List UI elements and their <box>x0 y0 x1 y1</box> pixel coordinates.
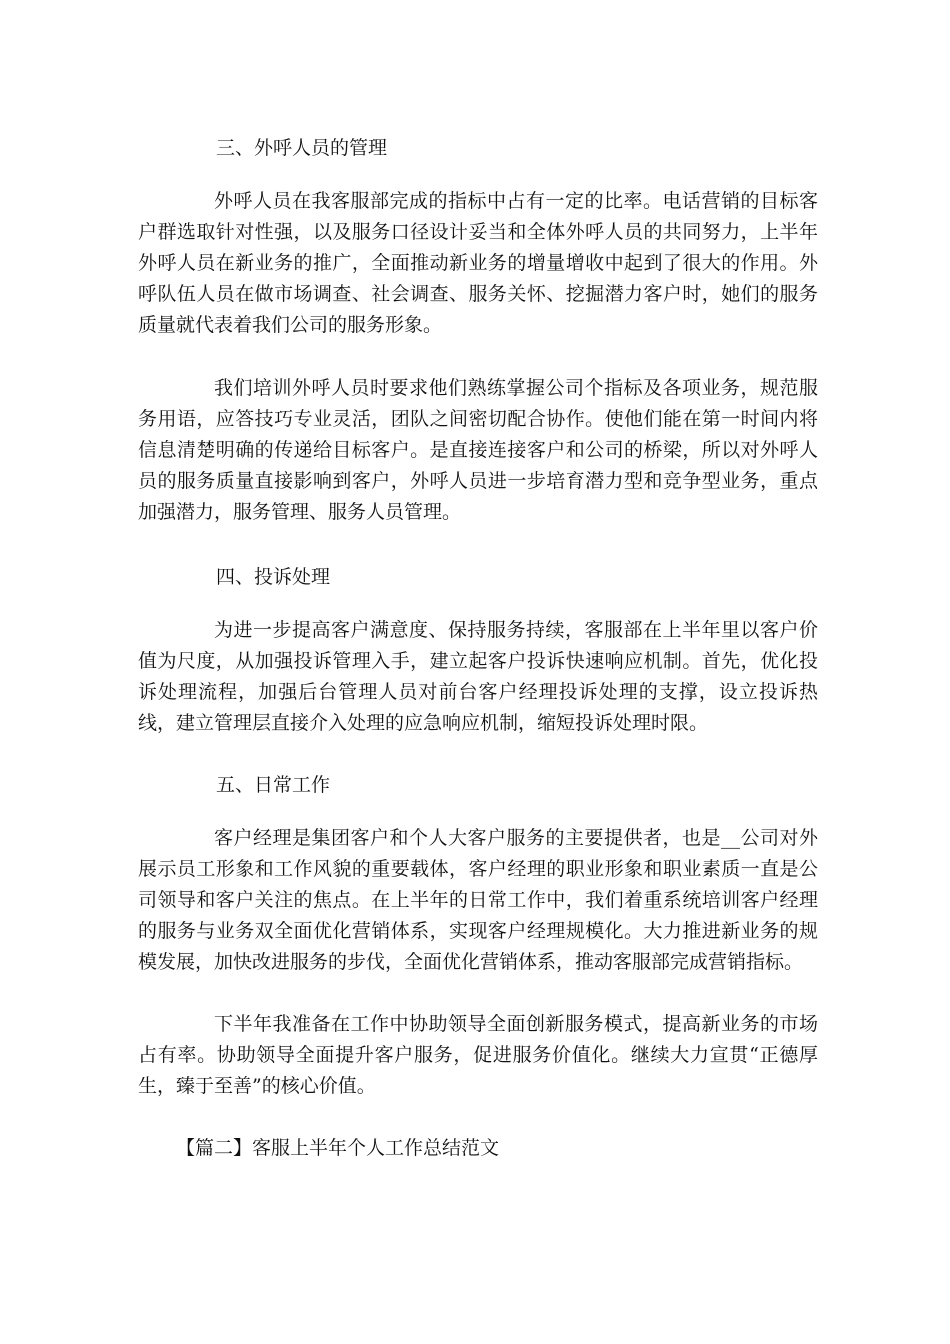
section-heading-daily-work: 五、日常工作 <box>216 774 331 796</box>
paragraph-second-half-plan: 下半年我准备在工作中协助领导全面创新服务模式，提高新业务的市场占有率。协助领导全面提升客户服务，促进服务价值化。继续大力宣贯“正德厚生，臻于至善”的核心价值。 <box>138 1013 818 1097</box>
paragraph-complaint-handling: 为进一步提高客户满意度、保持服务持续，客服部在上半年里以客户价值为尺度，从加强投诉管理入手，建立起客户投诉快速响应机制。首先，优化投诉处理流程，加强后台管理人员对前台客户经理投诉处理的支撑，设立投诉热线，建立管理层直接介入处理的应急响应机制，缩短投诉处理时限。 <box>138 619 818 734</box>
article-two-heading: 【篇二】客服上半年个人工作总结范文 <box>176 1137 500 1159</box>
paragraph-daily-work: 客户经理是集团客户和个人大客户服务的主要提供者，也是__公司对外展示员工形象和工作风貌的重要载体，客户经理的职业形象和职业素质一直是公司领导和客户关注的焦点。在上半年的日常工作中，我们着重系统培训客户经理的服务与业务双全面优化营销体系，实现客户经理规模化。大力推进新业务的规模发展，加快改进服务的步伐，全面优化营销体系，推动客服部完成营销指标。 <box>138 827 818 973</box>
paragraph-outbound-staff-training: 我们培训外呼人员时要求他们熟练掌握公司个指标及各项业务，规范服务用语，应答技巧专业灵活，团队之间密切配合协作。使他们能在第一时间内将信息清楚明确的传递给目标客户。是直接连接客户和公司的桥梁，所以对外呼人员的服务质量直接影响到客户，外呼人员进一步培育潜力型和竞争型业务，重点加强潜力，服务管理、服务人员管理。 <box>138 377 818 523</box>
section-heading-complaint-handling: 四、投诉处理 <box>216 566 331 588</box>
section-heading-outbound-staff: 三、外呼人员的管理 <box>216 137 388 159</box>
paragraph-outbound-staff-performance: 外呼人员在我客服部完成的指标中占有一定的比率。电话营销的目标客户群选取针对性强，以及服务口径设计妥当和全体外呼人员的共同努力，上半年外呼人员在新业务的推广，全面推动新业务的增量增收中起到了很大的作用。外呼队伍人员在做市场调查、社会调查、服务关怀、挖掘潜力客户时，她们的服务质量就代表着我们公司的服务形象。 <box>138 190 818 336</box>
